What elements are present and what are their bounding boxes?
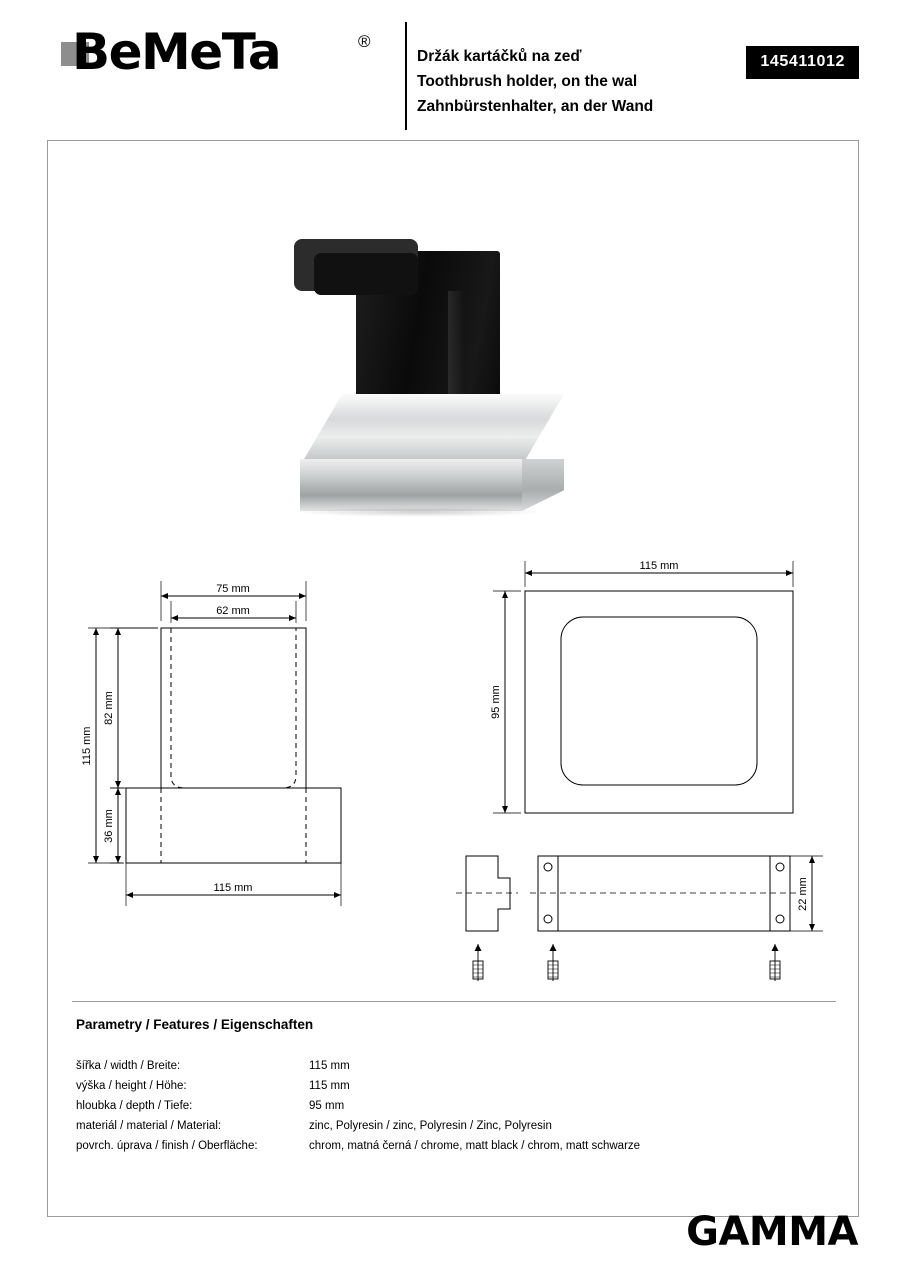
- feature-key: povrch. úprava / finish / Oberfläche:: [76, 1140, 258, 1152]
- feature-value: 115 mm: [309, 1060, 350, 1072]
- feature-value: zinc, Polyresin / zinc, Polyresin / Zinc, Polyresin: [309, 1120, 552, 1132]
- bemeta-logo: [47, 24, 387, 86]
- product-code-badge: 145411012: [746, 46, 859, 79]
- feature-key: šířka / width / Breite:: [76, 1060, 181, 1072]
- product-titles: [417, 44, 747, 119]
- features-divider: [72, 1001, 836, 1002]
- logo-wordmark: BeMeTa: [72, 23, 281, 81]
- page-header: [47, 22, 859, 130]
- dim-front-height: 95 mm: [490, 685, 502, 719]
- chrome-base-top: [300, 394, 564, 466]
- feature-value: 95 mm: [309, 1100, 345, 1112]
- table-row: [76, 1116, 776, 1136]
- tumbler-opening: [314, 253, 418, 295]
- product-title-de: Zahnbürstenhalter, an der Wand: [417, 98, 654, 115]
- feature-key: materiál / material / Material:: [76, 1120, 222, 1132]
- series-brand: GAMMA: [686, 1209, 858, 1255]
- features-table: [76, 1056, 776, 1156]
- table-row: [76, 1056, 776, 1076]
- table-row: [76, 1096, 776, 1116]
- dim-side-width-top-outer: 75 mm: [216, 583, 250, 595]
- dim-plate-depth: 22 mm: [797, 877, 809, 911]
- product-title-cs: Držák kartáčků na zeď: [417, 48, 582, 65]
- dim-side-width-bottom: 115 mm: [213, 882, 253, 894]
- technical-drawings: [48, 561, 860, 1001]
- feature-value: 115 mm: [309, 1080, 350, 1092]
- header-divider: [405, 22, 407, 130]
- product-shadow: [294, 507, 544, 517]
- dim-side-height-cup: 82 mm: [103, 691, 115, 725]
- chrome-base-side: [522, 459, 564, 511]
- feature-value: chrom, matná černá / chrome, matt black / chrom, matt schwarze: [309, 1140, 641, 1152]
- features-title: Parametry / Features / Eigenschaften: [76, 1017, 314, 1032]
- tumbler-rim: [294, 239, 418, 291]
- product-title-en: Toothbrush holder, on the wal: [417, 73, 638, 90]
- product-photo: [284, 231, 614, 581]
- chrome-base-front: [300, 459, 522, 511]
- feature-key: výška / height / Höhe:: [76, 1080, 187, 1092]
- dim-front-width: 115 mm: [639, 561, 679, 572]
- table-row: [76, 1076, 776, 1096]
- dim-side-width-top-inner: 62 mm: [216, 605, 250, 617]
- feature-key: hloubka / depth / Tiefe:: [76, 1100, 193, 1112]
- table-row: [76, 1136, 776, 1156]
- dim-side-height-base: 36 mm: [103, 809, 115, 843]
- registered-trademark-icon: ®: [358, 32, 371, 51]
- content-frame: [47, 140, 859, 1217]
- dim-side-height-total: 115 mm: [81, 726, 93, 766]
